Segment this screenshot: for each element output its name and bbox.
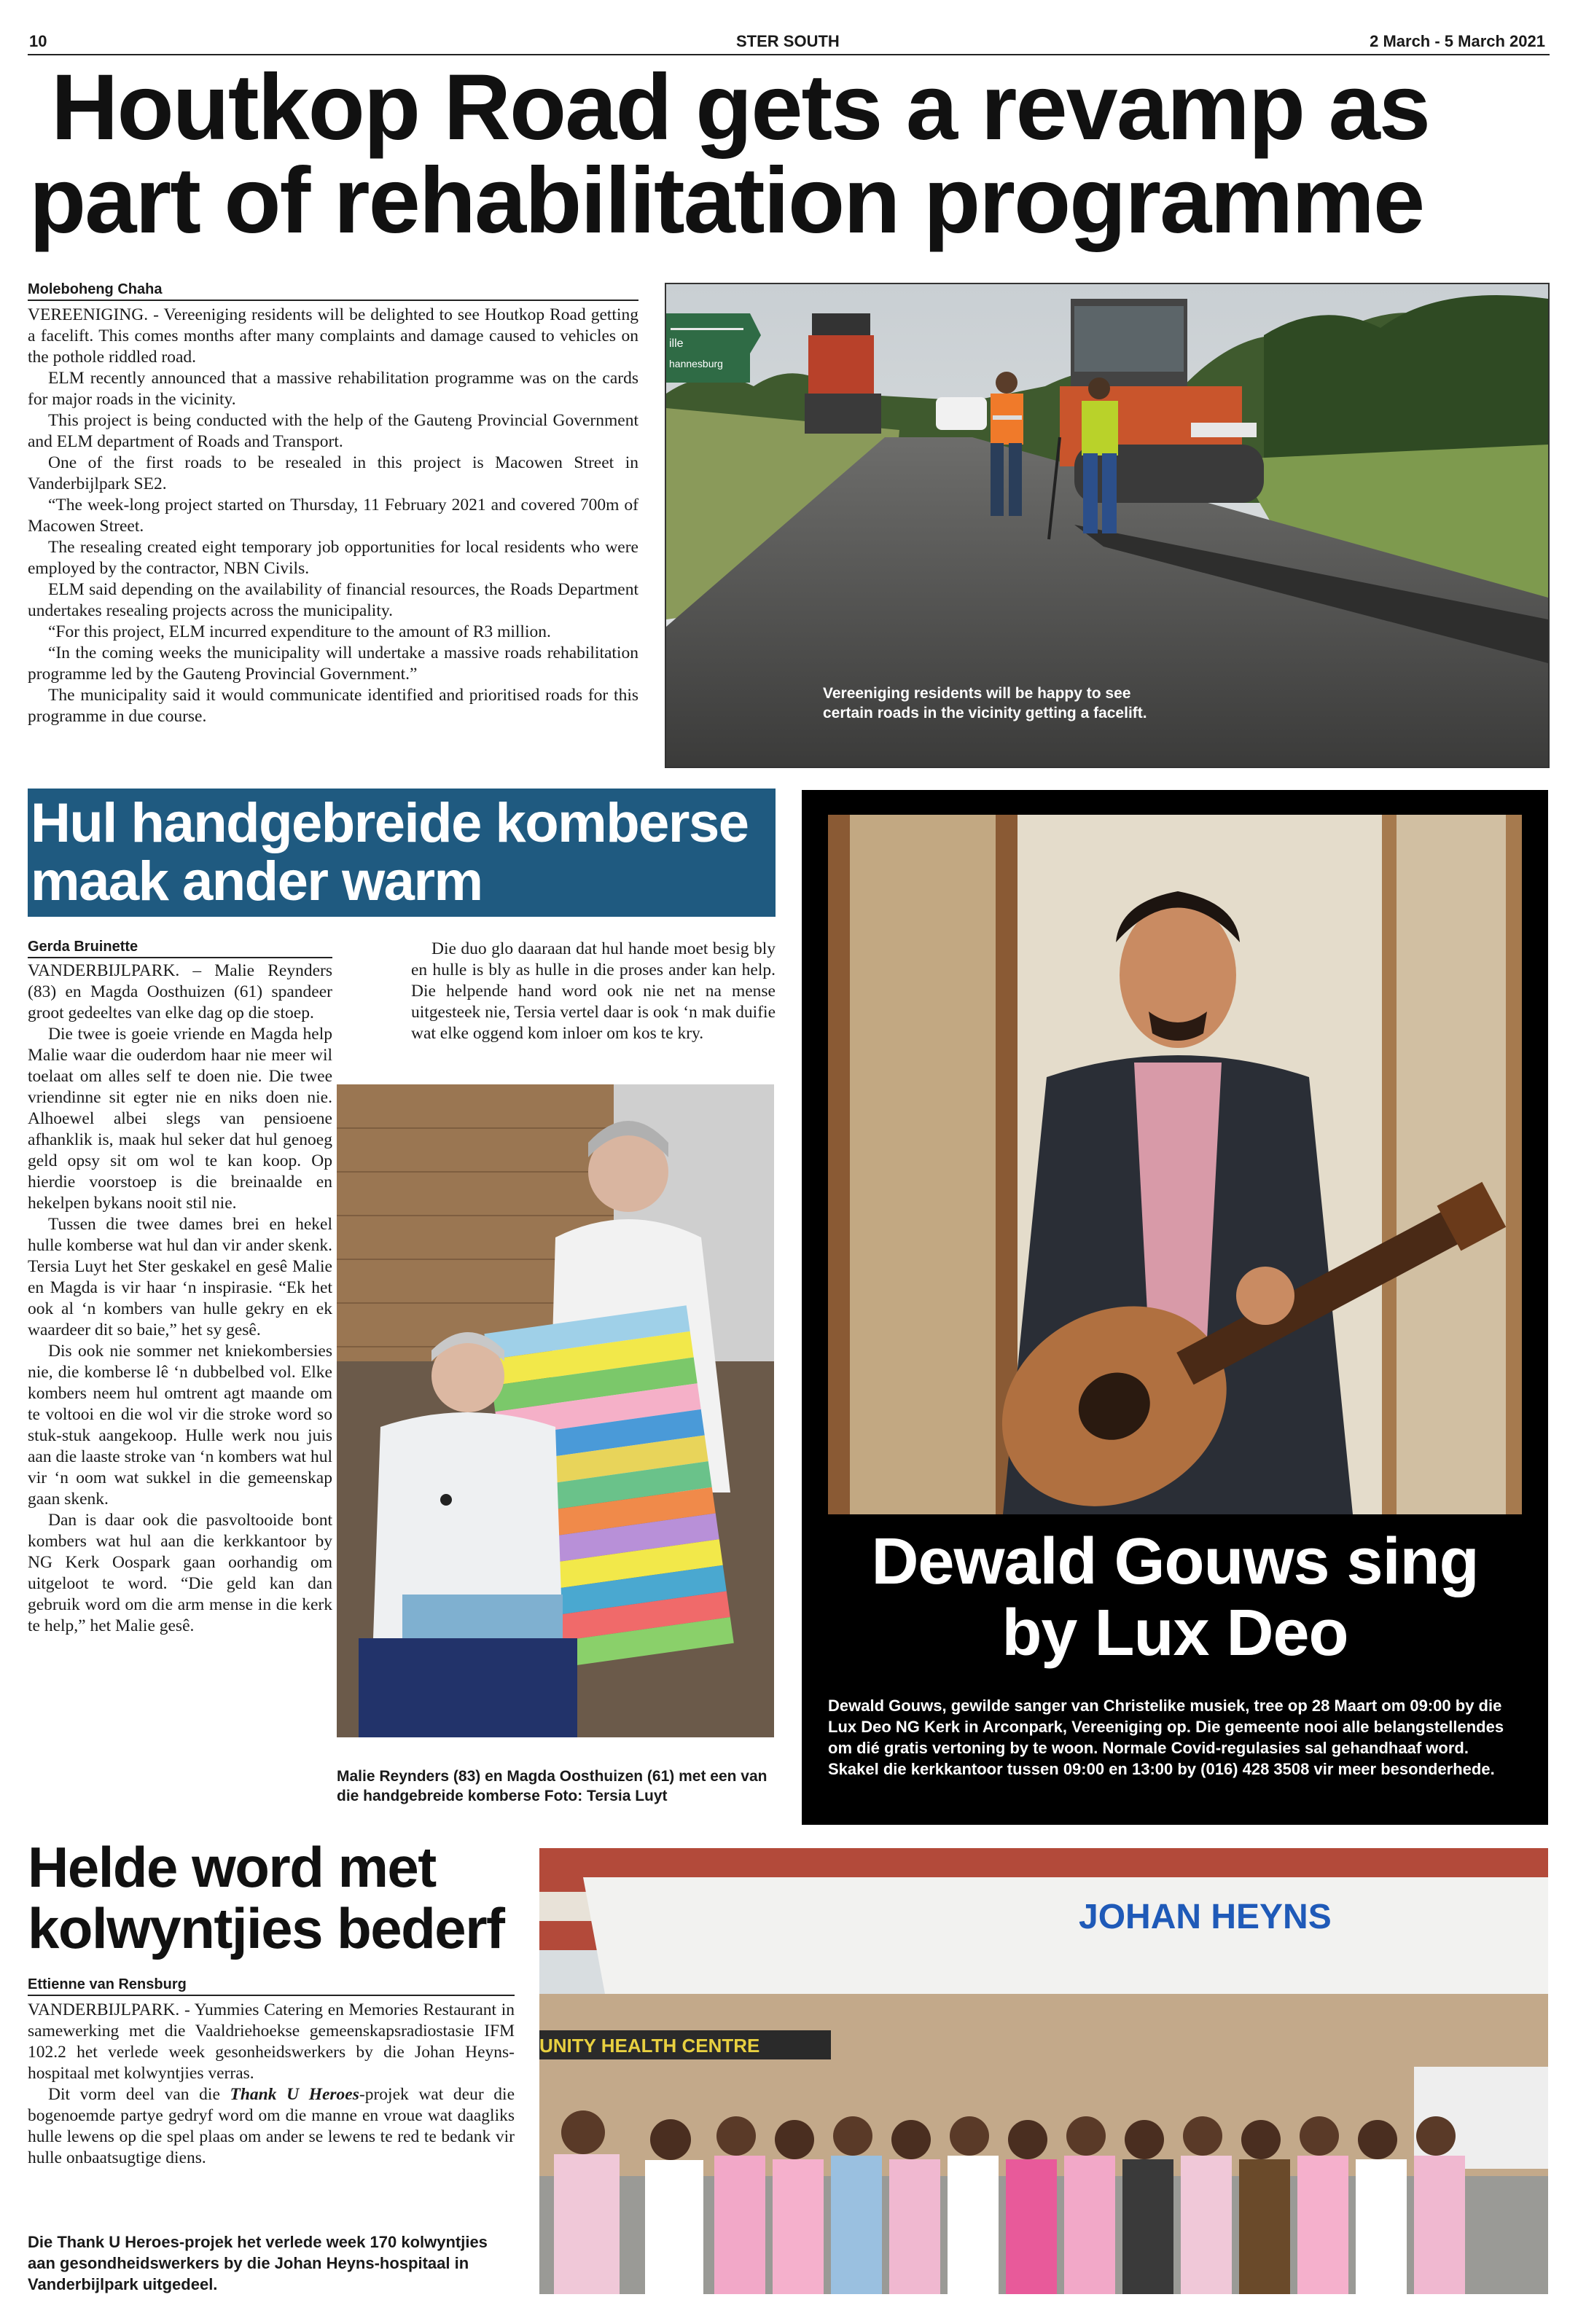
page-number: 10 [29,32,47,50]
hospital-staff-illustration [539,1848,1548,2294]
article3-body: Dewald Gouws, gewilde sanger van Christelike musiek, tree op 28 Maart om 09:00 by die Lux Deo NG Kerk in Arconpark, Vereeniging op. Die gemeente nooi alle belangstellendes om dié gratis vertoning by te woon. Normale Covid-regulasies sal gehandhaaf word. Skakel die kerkkantoor tussen 09:00 en 13:00 by (016) 428 3508 vir meer besonderhede. [828,1697,1504,1778]
road-photo-caption-line2: certain roads in the vicinity getting a facelift. [823,705,1147,721]
guitarist-illustration [828,815,1522,1514]
johan-heyns-hospital-photo [539,1848,1548,2294]
article1-paragraph: ELM recently announced that a massive rehabilitation programme was on the cards for major roads in the vicinity. [28,369,638,409]
article2-paragraph: Die duo glo daaraan dat hul hande moet besig bly en hulle is bly as hulle in die proses ander kan help. Die helpende hand word ook nie net na mense uitgesteek nie, Tersia vertel daar is ook ‘n mak duifie wat elke oggend kom inloer om kos te kry. [411,939,776,1043]
building-sign-johan-heyns: JOHAN HEYNS [1079,1898,1332,1936]
article1-headline-line1: Houtkop Road gets a revamp as [51,55,1429,160]
article2-column1 [28,960,332,1637]
article4-paragraph2-end: -projek wat deur die bogenoemde partye gedryf word om die manne en vroue wat daagliks hulle lewens op die spel plaas om ander se lewens te red te bedank vir hulle onbaatsugtige diens. [28,2085,515,2167]
article1-headline-line2: part of rehabilitation programme [29,149,1424,253]
road-photo-caption-line1: Vereeniging residents will be happy to see [823,685,1131,702]
article2-paragraph: VANDERBIJLPARK. – Malie Reynders (83) en Magda Oosthuizen (61) spandeer groot gedeeltes van elke dag op die stoep. [28,961,332,1022]
article1-byline: Moleboheng Chaha [28,281,638,301]
building-banner-health-centre: UNITY HEALTH CENTRE [539,2035,760,2057]
article1-paragraph: VEREENIGING. - Vereeniging residents will be delighted to see Houtkop Road getting a facelift. This comes months after many complaints and damage caused to vehicles on the pothole riddled road. [28,305,638,367]
article1-paragraph: The municipality said it would communicate identified and prioritised roads for this programme in due course. [28,686,638,726]
article4-paragraph: VANDERBIJLPARK. - Yummies Catering en Memories Restaurant in samewerking met die Vaaldriehoekse gemeenskapsradiostasie IFM 102.2 het verlede week gesonheidswerkers by die Johan Heyns-hospitaal met kolwyntjies verras. [28,2000,515,2083]
article3-headline [802,1526,1548,1669]
article4-byline: Ettienne van Rensburg [28,1976,515,1996]
article2-column2 [411,939,776,1044]
article1-paragraph: One of the first roads to be resealed in this project is Macowen Street in Vanderbijlpark SE2. [28,453,638,493]
article1-paragraph: This project is being conducted with the help of the Gauteng Provincial Government and ELM department of Roads and Transport. [28,411,638,451]
road-photo-caption [823,684,1147,723]
article2-headline-line1: Hul handgebreide komberse [31,792,749,854]
article4-headline-line1: Helde word met [28,1835,436,1899]
article1-paragraph: “In the coming weeks the municipality will undertake a massive roads rehabilitation programme led by the Gauteng Provincial Government.” [28,643,638,684]
article2-headline-line2: maak ander warm [31,850,483,912]
road-sign-text-2: hannesburg [669,358,723,369]
article3-headline-line1: Dewald Gouws sing [871,1525,1479,1598]
article1-paragraph: “The week-long project started on Thursday, 11 February 2021 and covered 700m of Macowen Street. [28,496,638,536]
article1-paragraph: The resealing created eight temporary job opportunities for local residents who were employed by the contractor, NBN Civils. [28,538,638,578]
article2-headline [28,789,776,917]
article2-paragraph: Die twee is goeie vriende en Magda help Malie waar die ouderdom haar nie meer wil toelaat om alles self te doen nie. Die twee vriendinne sit egter nie en niks doen nie. Alhoewel albei slegs van pensioene afhanklik is, maak hul seker dat hul genoeg geld opsy sit om wol te kan koop. Op hierdie voorstoep is die breinaalde en hekelpen bykans nooit stil nie. [28,1025,332,1213]
road-works-photo [665,283,1550,768]
article3-headline-line2: by Lux Deo [1001,1597,1348,1670]
article1-body [28,305,638,727]
dewald-gouws-box [802,790,1548,1825]
article4-paragraph [28,2084,515,2169]
heroes-photo-caption: Die Thank U Heroes-projek het verlede week 170 kolwyntjies aan gesondheidswerkers by die Johan Heyns-hospitaal in Vanderbijlpark uitgedeel. [28,2233,488,2293]
article2-paragraph: Tussen die twee dames brei en hekel hulle komberse wat hul dan vir ander skenk. Tersia Luyt het Ster geskakel en gesê Malie en Magda is vir haar ‘n inspirasie. “Ek het ook al ‘n kombers van hulle gekry en ek waardeer dit so baie,” het sy gesê. [28,1215,332,1339]
thank-u-heroes-emphasis: Thank U Heroes [230,2085,359,2104]
article4-headline-line2: kolwyntjies bederf [28,1896,504,1960]
article2-byline: Gerda Bruinette [28,939,332,958]
article4-headline [28,1836,538,1959]
knitting-photo-caption: Malie Reynders (83) en Magda Oosthuizen (61) met een van die handgebreide komberse Foto: Tersia Luyt [337,1768,767,1804]
issue-date: 2 March - 5 March 2021 [1370,32,1545,50]
knitting-ladies-photo [337,1084,774,1737]
publication-name: STER SOUTH [736,32,840,50]
road-sign-text-1: ille [669,337,684,350]
article1-paragraph: “For this project, ELM incurred expenditure to the amount of R3 million. [48,622,551,641]
knitting-illustration [337,1084,774,1737]
article2-paragraph: Dis ook nie sommer net kniekombersies nie, die komberse lê ‘n dubbelbed vol. Elke kombers neem hul omtrent agt maande om te voltooi en die wol vir die stroke word so stuk-stuk aangekoop. Hulle werk nou juis aan die laaste stroke van ‘n kombers wat hul vir ‘n oom wat sukkel in die gemeenskap gaan skenk. [28,1342,332,1509]
article4-body [28,2000,515,2169]
article1-paragraph: ELM said depending on the availability of financial resources, the Roads Department undertakes resealing projects across the municipality. [28,580,638,620]
dewald-gouws-photo [828,815,1522,1514]
article2-paragraph: Dan is daar ook die pasvoltooide bont kombers wat hul aan die kerkkantoor by NG Kerk Oospark gaan oorhandig om uitgeloot te word. “Die geld kan dan gebruik word om die arm mense in die kerk te help,” het Malie gesê. [28,1511,332,1635]
article4-paragraph2-start: Dit vorm deel van die [48,2085,230,2104]
article1-headline [29,55,1560,253]
